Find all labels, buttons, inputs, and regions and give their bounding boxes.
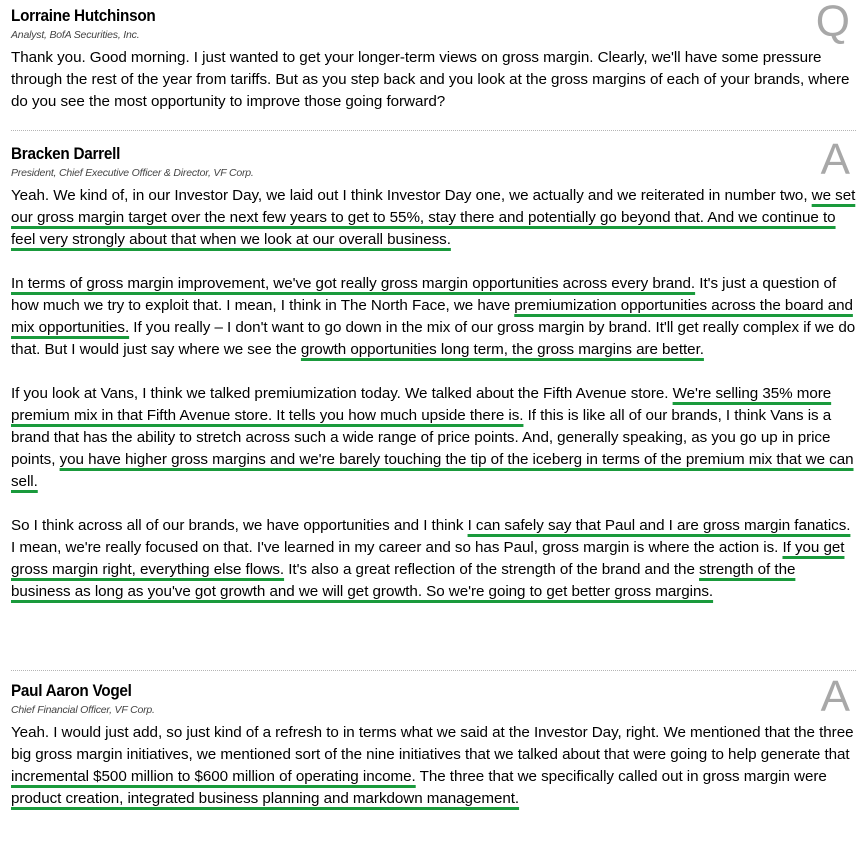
answer-block [11,672,856,810]
speaker-name: Paul Aaron Vogel [11,681,132,700]
highlighted-text: strength of the business as long as you've got growth and we will get growth. So we're going to get better gross margins. [11,561,796,600]
transcript-paragraph [11,722,856,810]
paragraph-text: So I think across all of our brands, we have opportunities and I think [11,517,468,534]
paragraph-text: Yeah. We kind of, in our Investor Day, we laid out I think Investor Day one, we actually and we reiterated in number two, [11,187,812,204]
answer-block [11,135,856,603]
question-block [11,0,856,113]
highlighted-text: you have higher gross margins and we're barely touching the tip of the iceberg in terms of the premium mix that we can sell. [11,451,854,490]
section-body [11,47,856,113]
highlighted-text: product creation, integrated business planning and markdown management. [11,790,520,807]
highlighted-text: In terms of gross margin improvement, we've got really gross margin opportunities across every brand. [11,275,696,292]
question-marker: Q [815,0,850,46]
answer-marker: A [820,672,850,721]
highlighted-text: premiumization opportunities across the board and mix opportunities. [11,297,853,336]
highlighted-text: incremental $500 million to $600 million of operating income. [11,768,416,785]
transcript-paragraph [11,47,856,113]
section-divider [11,130,856,131]
highlighted-text: growth opportunities long term, the gross margins are better. [300,341,704,358]
speaker-name: Bracken Darrell [11,144,121,163]
paragraph-text: If you look at Vans, I think we talked premiumization today. We talked about the Fifth Avenue store. [11,385,673,402]
paragraph-text: If you really – I don't want to go down in the mix of our gross margin by brand. It'll get really complex if we do that. But I would just say where we see the [11,319,856,358]
section-body [11,722,856,810]
highlighted-text: We're selling 35% more premium mix in that Fifth Avenue store. It tells you how much upside there is. [11,385,832,424]
speaker-role: President, Chief Executive Officer & Director, VF Corp. [11,167,254,179]
section-body [11,185,856,603]
paragraph-text: It's just a question of how much we try to exploit that. I mean, I think in The North Face, we have [11,275,837,314]
transcript-paragraph [11,273,856,361]
paragraph-text: It's also a great reflection of the strength of the brand and the [284,561,700,578]
transcript-paragraph [11,515,856,603]
section-divider [11,670,856,671]
transcript-paragraph [11,185,856,251]
highlighted-text: If you get gross margin right, everything else flows. [11,539,845,578]
paragraph-text: The three that we specifically called out in gross margin were [415,768,827,785]
paragraph-text: I mean, we're really focused on that. I've learned in my career and so has Paul, gross margin is where the action is. [11,539,783,556]
speaker-name: Lorraine Hutchinson [11,6,156,25]
highlighted-text: we set our gross margin target over the next few years to get to 55%, stay there and potentially go beyond that. And we continue to feel very strongly about that when we look at our overall business. [11,187,856,248]
paragraph-text: Yeah. I would just add, so just kind of a refresh to in terms what we said at the Investor Day, right. We mentioned that the three big gross margin initiatives, we mentioned sort of the nine initiatives that we talked about that were going to help generate that [11,724,854,763]
speaker-role: Chief Financial Officer, VF Corp. [11,704,155,716]
paragraph-text: Thank you. Good morning. I just wanted to get your longer-term views on gross margin. Clearly, we'll have some pressure through the rest of the year from tariffs. But as you step back and you look at the gross margins of each of your brands, where do you see the most opportunity to improve those going forward? [11,49,850,110]
highlighted-text: I can safely say that Paul and I are gross margin fanatics. [467,517,851,534]
transcript-paragraph [11,383,856,493]
answer-marker: A [820,135,850,184]
paragraph-text: If this is like all of our brands, I think Vans is a brand that has the ability to stretch across such a wide range of price points. And, generally speaking, as you go up in price points, [11,407,832,468]
speaker-role: Analyst, BofA Securities, Inc. [11,29,140,41]
